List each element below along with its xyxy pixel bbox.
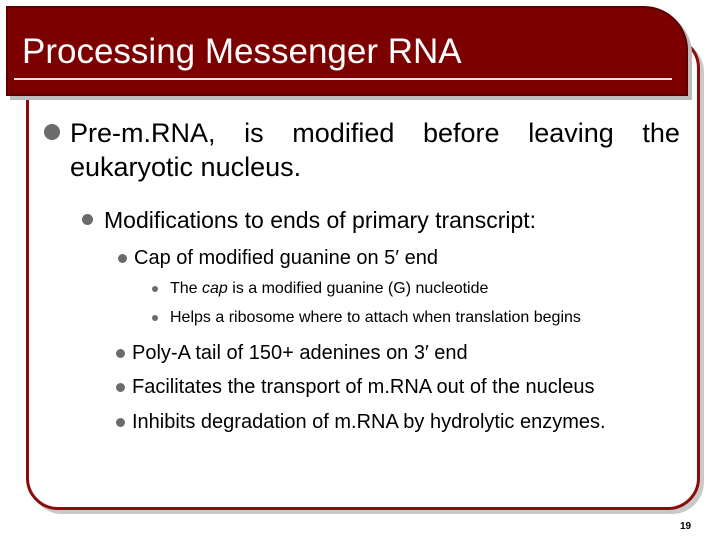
bullet-dot-icon [116,349,125,358]
word: the [642,118,680,148]
bullet-dot-icon [152,315,158,321]
bullet-cap: Cap of modified guanine on 5′ end [134,247,438,269]
bullet-dot-icon [152,286,158,292]
bullet-dot-icon [118,254,127,263]
slide-frame [26,36,700,510]
bullet-polya-detail-2: Inhibits degradation of m.RNA by hydrolytic enzymes. [132,411,606,433]
title-underline [14,78,672,80]
word: before [423,118,500,148]
main-bullet-line-1 [70,116,680,150]
slide-title: Processing Messenger RNA [22,32,462,71]
bullet-cap-detail-2: Helps a ribosome where to attach when translation begins [170,309,581,326]
bullet-cap-detail-1 [170,279,488,299]
bullet-dot-icon [44,124,60,140]
main-bullet [70,116,680,184]
word: is [244,118,264,148]
page-number: 19 [680,521,692,532]
bullet-dot-icon [116,383,125,392]
word: modified [292,118,395,148]
word: leaving [528,118,614,148]
bullet-dot-icon [116,418,125,427]
bullet-polya: Poly-A tail of 150+ adenines on 3′ end [132,342,468,364]
sub-bullet-modifications: Modifications to ends of primary transcript: [104,207,537,233]
bullet-dot-icon [82,214,93,225]
italic-text: cap [202,280,228,297]
text: is a modified guanine (G) nucleotide [227,280,489,297]
bullet-polya-detail-1: Facilitates the transport of m.RNA out of the nucleus [132,376,595,398]
main-bullet-line-2: eukaryotic nucleus. [70,152,302,182]
word: Pre-m.RNA, [70,118,216,148]
text: The [170,280,203,297]
